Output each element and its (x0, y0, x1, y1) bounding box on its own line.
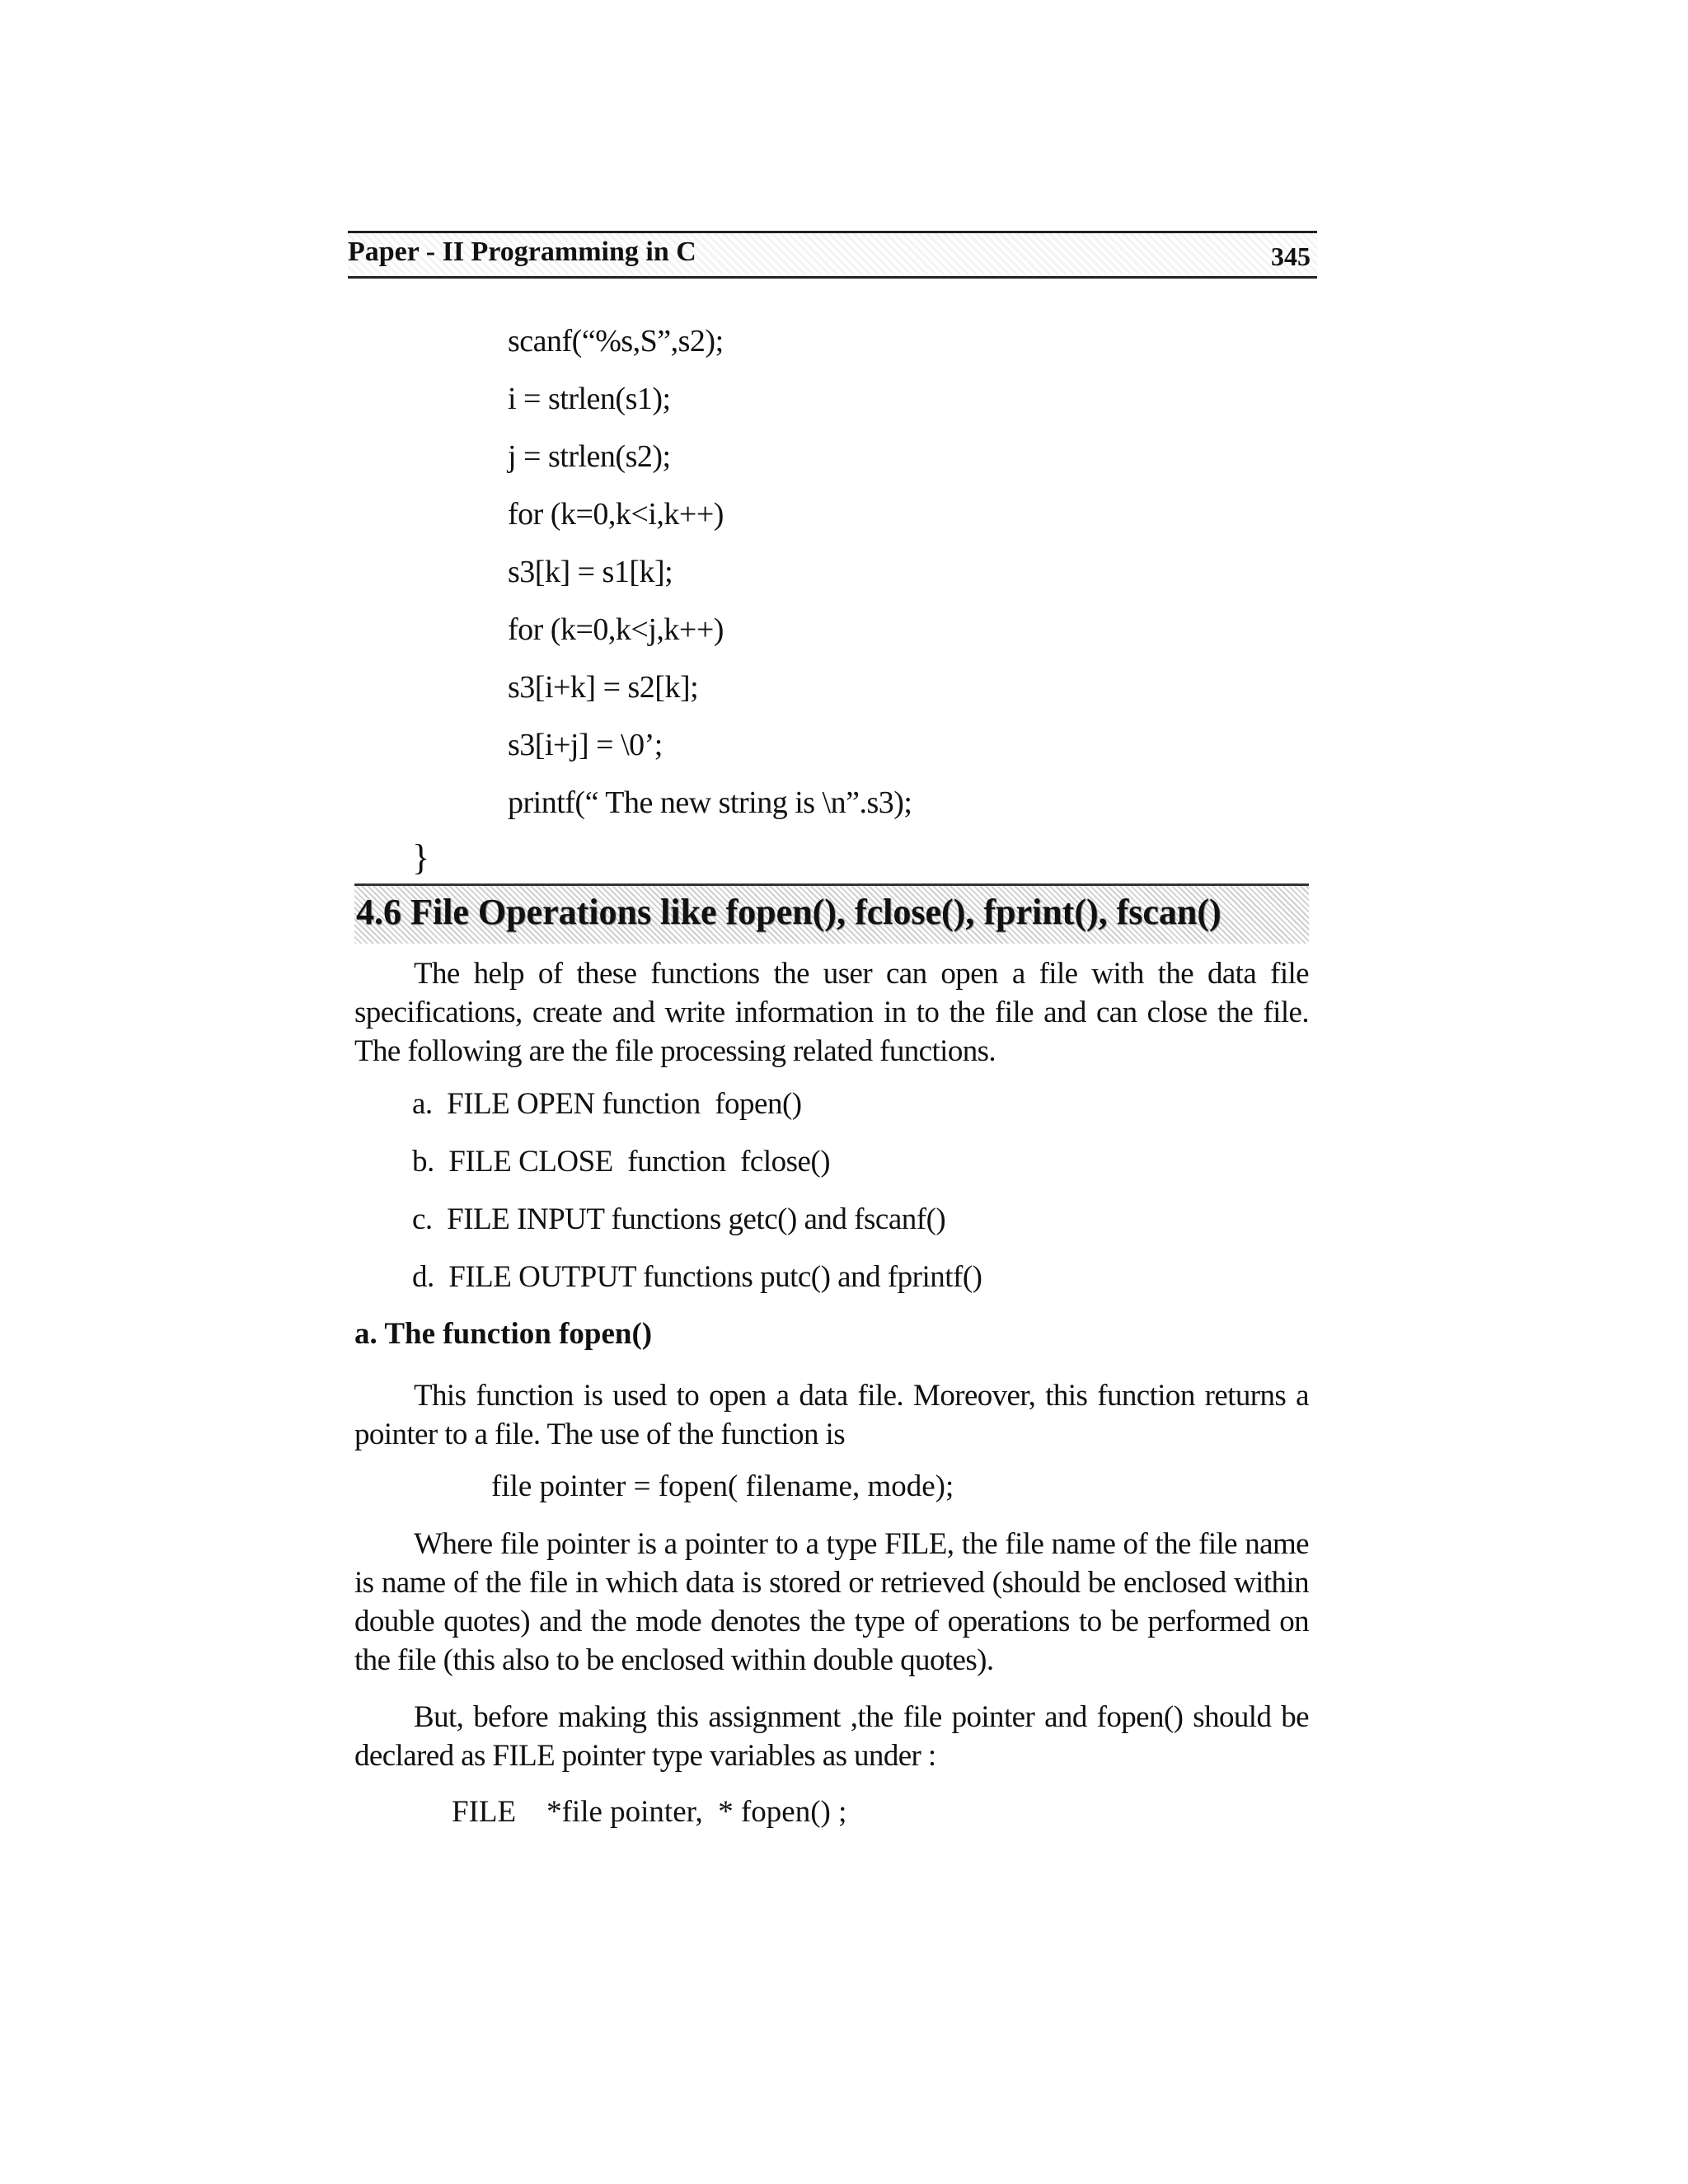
page-number: 345 (1271, 241, 1311, 271)
file-pointer-declaration: FILE *file pointer, * fopen() ; (452, 1795, 847, 1829)
code-line: printf(“ The new string is \n”.s3); (508, 785, 912, 820)
code-line: s3[i+j] = \0’; (508, 728, 663, 762)
closing-brace: } (412, 837, 430, 878)
book-title: Paper - II Programming in C (348, 237, 696, 267)
list-item: d. FILE OUTPUT functions putc() and fprintf() (412, 1260, 982, 1294)
declaration-paragraph: But, before making this assignment ,the file pointer and fopen() should be declared as FILE pointer type variables as under : (354, 1700, 1309, 1773)
section-heading: 4.6 File Operations like fopen(), fclose(), fprint(), fscan() (356, 892, 1221, 932)
code-line: s3[k] = s1[k]; (508, 555, 673, 589)
fopen-syntax: file pointer = fopen( filename, mode); (491, 1469, 954, 1503)
section-heading-bar (354, 883, 1309, 944)
code-line: for (k=0,k<j,k++) (508, 612, 724, 647)
list-item: b. FILE CLOSE function fclose() (412, 1145, 831, 1179)
code-line: for (k=0,k<i,k++) (508, 497, 724, 532)
fopen-paragraph: This function is used to open a data file. Moreover, this function returns a pointer to a file. The use of the function is (354, 1379, 1309, 1451)
code-line: j = strlen(s2); (508, 439, 671, 474)
code-line: i = strlen(s1); (508, 382, 671, 416)
subheading: a. The function fopen() (354, 1317, 653, 1351)
code-line: scanf(“%s,S”,s2); (508, 324, 724, 359)
fopen-explanation: Where file pointer is a pointer to a type FILE, the file name of the file name is name of the file in which data is stored or retrieved (should be enclosed within double quotes) and the mode denotes the type of operations to be performed on the file (this also to be enclosed within double quotes). (354, 1527, 1309, 1677)
list-item: c. FILE INPUT functions getc() and fscanf() (412, 1202, 946, 1236)
running-header (348, 231, 1317, 279)
code-line: s3[i+k] = s2[k]; (508, 670, 699, 705)
list-item: a. FILE OPEN function fopen() (412, 1087, 802, 1121)
intro-paragraph: The help of these functions the user can open a file with the data file specifications, create and write information in to the file and can close the file. The following are the file processing related functions. (354, 957, 1309, 1068)
